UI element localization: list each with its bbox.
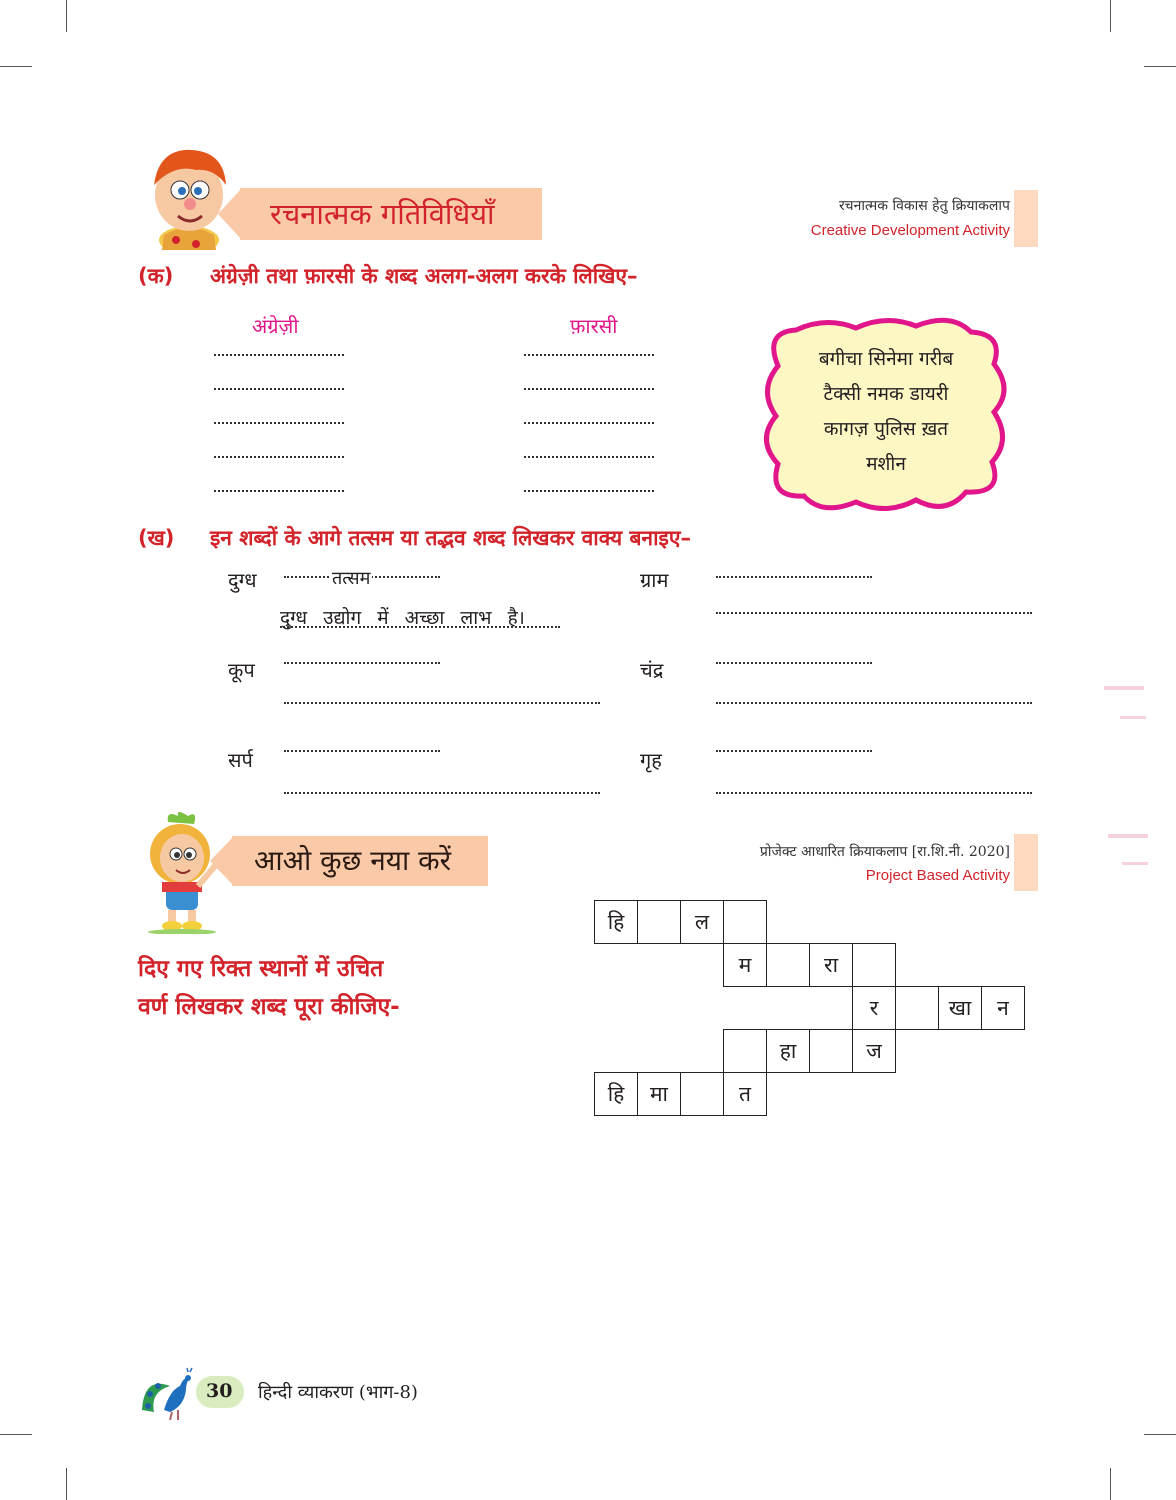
word-dugdh: दुग्ध bbox=[228, 568, 257, 592]
answer-line[interactable] bbox=[284, 662, 440, 664]
section2-tag-hindi: प्रोजेक्ट आधारित क्रियाकलाप [रा.शि.नी. 2020] bbox=[759, 844, 1010, 860]
sentence-line[interactable] bbox=[716, 702, 1032, 704]
word-grih: गृह bbox=[640, 748, 662, 772]
question-kha-label: (ख) bbox=[138, 526, 175, 550]
crossword-cell[interactable]: र bbox=[853, 987, 896, 1030]
word-box-line: मशीन bbox=[866, 453, 906, 475]
crossword-cell[interactable] bbox=[767, 944, 810, 987]
crossword-cell[interactable]: रा bbox=[810, 944, 853, 987]
answer-line[interactable] bbox=[716, 750, 872, 752]
section2-banner bbox=[232, 836, 488, 886]
crossword-cell[interactable]: खा bbox=[939, 987, 982, 1030]
question-ka-label: (क) bbox=[138, 264, 174, 288]
book-title: हिन्दी व्याकरण (भाग-8) bbox=[258, 1382, 418, 1403]
section1-tag-english: Creative Development Activity bbox=[810, 222, 1010, 239]
question-ka-text: अंग्रेज़ी तथा फ़ारसी के शब्द अलग-अलग करके लिखिए– bbox=[210, 264, 638, 288]
section1-banner bbox=[240, 188, 542, 240]
crossword-cell[interactable] bbox=[896, 987, 939, 1030]
answer-line[interactable] bbox=[524, 422, 654, 424]
answer-line[interactable] bbox=[524, 388, 654, 390]
answer-line[interactable] bbox=[716, 576, 872, 578]
word-box bbox=[756, 312, 1016, 516]
crossword-cell[interactable] bbox=[638, 901, 681, 944]
sentence-line[interactable] bbox=[716, 792, 1032, 794]
answer-line[interactable] bbox=[284, 750, 440, 752]
sentence-line[interactable] bbox=[284, 792, 600, 794]
answer-line[interactable] bbox=[524, 456, 654, 458]
example-sentence: दुग्ध उद्योग में अच्छा लाभ है। bbox=[280, 607, 525, 629]
example-answer: तत्सम bbox=[332, 568, 371, 589]
column-heading-farsi: फ़ारसी bbox=[570, 314, 618, 338]
section1-tag-accent bbox=[1014, 190, 1038, 247]
word-chandra: चंद्र bbox=[640, 658, 664, 682]
answer-line[interactable] bbox=[214, 354, 344, 356]
section2-tag-english: Project Based Activity bbox=[865, 867, 1010, 884]
crossword-cell[interactable]: मा bbox=[638, 1073, 681, 1116]
crossword-cell[interactable]: ज bbox=[853, 1030, 896, 1073]
section1-banner-title: रचनात्मक गतिविधियाँ bbox=[270, 197, 495, 231]
edge-mark bbox=[1120, 716, 1146, 719]
edge-mark bbox=[1104, 686, 1144, 690]
answer-line[interactable] bbox=[214, 456, 344, 458]
crossword-cell[interactable]: हा bbox=[767, 1030, 810, 1073]
instruction-line: दिए गए रिक्त स्थानों में उचित bbox=[138, 956, 384, 982]
word-sarp: सर्प bbox=[228, 748, 253, 772]
crossword-cell[interactable]: हि bbox=[595, 901, 638, 944]
question-kha-text: इन शब्दों के आगे तत्सम या तद्भव शब्द लिखकर वाक्य बनाइए– bbox=[210, 526, 691, 550]
section2-banner-title: आओ कुछ नया करें bbox=[254, 844, 452, 877]
crossword-cell[interactable] bbox=[724, 1030, 767, 1073]
crossword-cell[interactable]: ल bbox=[681, 901, 724, 944]
crossword-grid bbox=[594, 900, 1025, 1116]
crossword-cell[interactable] bbox=[724, 901, 767, 944]
column-heading-english: अंग्रेज़ी bbox=[252, 314, 299, 338]
answer-line[interactable] bbox=[716, 662, 872, 664]
crossword-cell[interactable] bbox=[853, 944, 896, 987]
peacock-illustration bbox=[140, 1366, 200, 1420]
answer-line[interactable] bbox=[214, 422, 344, 424]
section1-tag-hindi: रचनात्मक विकास हेतु क्रियाकलाप bbox=[838, 198, 1010, 214]
word-box-line: बगीचा सिनेमा गरीब bbox=[818, 348, 954, 370]
crossword-cell[interactable]: त bbox=[724, 1073, 767, 1116]
crossword-cell[interactable]: हि bbox=[595, 1073, 638, 1116]
section2-instruction bbox=[138, 950, 400, 1026]
page-number: 30 bbox=[206, 1380, 233, 1402]
sentence-line[interactable] bbox=[716, 612, 1032, 614]
crossword-cell[interactable] bbox=[810, 1030, 853, 1073]
answer-line[interactable] bbox=[524, 490, 654, 492]
answer-line[interactable] bbox=[524, 354, 654, 356]
crossword-cell[interactable]: न bbox=[982, 987, 1025, 1030]
crossword-cell[interactable]: म bbox=[724, 944, 767, 987]
edge-mark bbox=[1108, 834, 1148, 838]
sentence-line[interactable] bbox=[284, 702, 600, 704]
word-box-line: टैक्सी नमक डायरी bbox=[823, 383, 949, 405]
crossword-cell[interactable] bbox=[681, 1073, 724, 1116]
answer-line[interactable] bbox=[214, 388, 344, 390]
section2-tag-accent bbox=[1014, 834, 1038, 891]
edge-mark bbox=[1122, 862, 1148, 865]
instruction-line: वर्ण लिखकर शब्द पूरा कीजिए- bbox=[138, 994, 400, 1020]
word-koop: कूप bbox=[228, 658, 255, 682]
answer-line[interactable] bbox=[214, 490, 344, 492]
word-box-line: कागज़ पुलिस ख़त bbox=[823, 418, 949, 440]
word-gram: ग्राम bbox=[640, 568, 669, 592]
